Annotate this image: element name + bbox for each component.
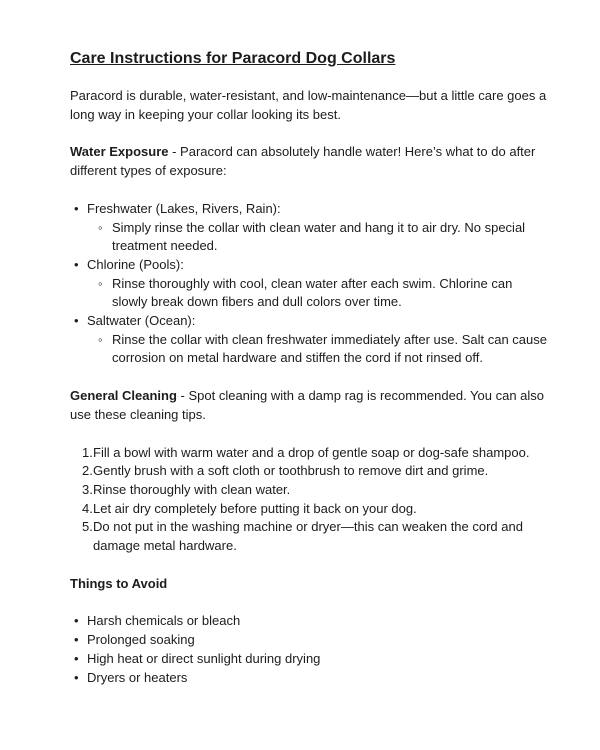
document-title: Care Instructions for Paracord Dog Collars <box>70 50 396 67</box>
general-cleaning-text: - Spot cleaning with a damp rag is recommended. You can also use these cleaning tips. <box>70 388 545 422</box>
water-exposure-heading: Water Exposure <box>70 144 169 160</box>
avoid-item: • Prolonged soaking <box>70 631 548 650</box>
cleaning-step: Gently brush with a soft cloth or toothbrush to remove dirt and grime. <box>93 463 489 479</box>
things-to-avoid-heading-row <box>70 575 548 594</box>
list-subitem: ◦ Rinse the collar with clean freshwater immediately after use. Salt can cause corrosion on metal hardware and stiffen the cord if not rinsed off. <box>87 331 548 368</box>
cleaning-steps-list <box>70 444 548 556</box>
list-item-chlorine <box>70 256 548 312</box>
general-cleaning-heading: General Cleaning <box>70 388 177 404</box>
cleaning-step: Fill a bowl with warm water and a drop of gentle soap or dog-safe shampoo. <box>93 444 530 460</box>
cleaning-step: Rinse thoroughly with clean water. <box>93 481 291 497</box>
list-item-term: Chlorine (Pools): <box>87 256 184 272</box>
water-exposure-list <box>70 200 548 368</box>
general-cleaning-paragraph <box>70 387 548 424</box>
list-item-saltwater <box>70 312 548 368</box>
water-exposure-text: - Paracord can absolutely handle water! Here’s what to do after different types of exposure: <box>70 144 536 179</box>
avoid-item: • Harsh chemicals or bleach <box>70 612 548 631</box>
list-subitem: ◦ Rinse thoroughly with cool, clean water after each swim. Chlorine can slowly break down fibers and dull colors over time. <box>87 275 548 312</box>
list-subitem: ◦ Simply rinse the collar with clean water and hang it to air dry. No special treatment needed. <box>87 219 548 256</box>
saltwater-sublist <box>87 331 548 368</box>
avoid-item: • Dryers or heaters <box>70 669 548 688</box>
things-to-avoid-list <box>70 612 548 687</box>
cleaning-step: Let air dry completely before putting it back on your dog. <box>93 500 417 516</box>
intro-paragraph: Paracord is durable, water-resistant, and low-maintenance—but a little care goes a long way in keeping your collar looking its best. <box>70 88 547 122</box>
care-instructions-document <box>70 49 548 706</box>
water-exposure-paragraph <box>70 143 548 180</box>
cleaning-step: Do not put in the washing machine or dryer—this can weaken the cord and damage metal hardware. <box>93 519 523 554</box>
avoid-item: • High heat or direct sunlight during drying <box>70 650 548 669</box>
freshwater-sublist <box>87 219 548 256</box>
list-item-freshwater <box>70 200 548 256</box>
things-to-avoid-heading: Things to Avoid <box>70 575 168 591</box>
list-item-term: Freshwater (Lakes, Rivers, Rain): <box>87 200 281 216</box>
list-item-term: Saltwater (Ocean): <box>87 313 196 329</box>
chlorine-sublist <box>87 275 548 312</box>
